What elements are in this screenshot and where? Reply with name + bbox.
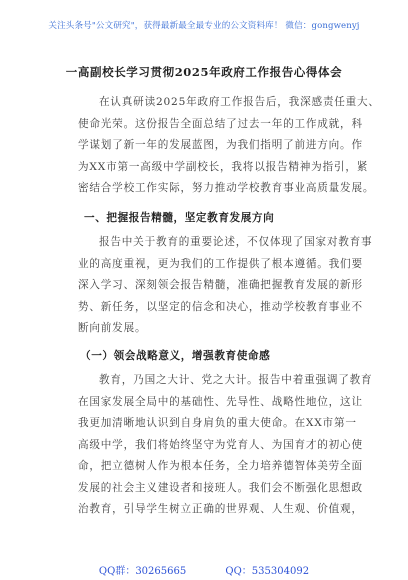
intro-line: 学谋划了新一年的发展蓝图，为我们指明了前进方向。作 <box>78 139 363 151</box>
subsection1-line: 教育，乃国之大计、党之大计。报告中着重强调了教育 <box>99 374 373 386</box>
intro-paragraph <box>78 92 380 200</box>
subsection1-line: 治教育，引导学生树立正确的世界观、人生观、价值观， <box>78 503 363 515</box>
section1-line: 业的高度重视，更为我们的工作提供了根本遵循。我们要 <box>78 257 363 270</box>
intro-line: 使命光荣。这份报告全面总结了过去一年的工作成就，科 <box>78 117 363 130</box>
section1-line: 势、新任务，以坚定的信念和决心，推动学校教育事业不 <box>78 300 363 313</box>
section1-line: 报告中关于教育的重要论述，不仅体现了国家对教育事 <box>99 236 373 248</box>
header-banner: 关注头条号"公文研究"，获得最新最全最专业的公文资料库！ 微信：gongwenyj <box>48 21 360 31</box>
subsection-heading-1: （一）领会战略意义，增强教育使命感 <box>80 350 271 362</box>
footer-qq-number: QQ：535304092 <box>225 566 310 577</box>
subsection1-line: 在国家发展全局中的基础性、先导性、战略性地位，这让 <box>78 395 363 408</box>
subsection1-line: 发展的社会主义建设者和接班人。我们会不断强化思想政 <box>78 481 363 494</box>
document-title: 一高副校长学习贯彻2025年政府工作报告心得体会 <box>65 65 343 79</box>
section1-line: 断向前发展。 <box>78 322 147 334</box>
section1-line: 深入学习、深刻领会报告精髓，准确把握教育发展的新形 <box>78 279 363 291</box>
subsection1-line: 命，把立德树人作为根本任务，全力培养德智体美劳全面 <box>78 460 363 472</box>
footer-qq-group: QQ群：30265665 <box>98 566 187 577</box>
intro-line: 为XX市第一高级中学副校长，我将以报告精神为指引，紧 <box>78 160 369 173</box>
intro-line: 密结合学校工作实际，努力推动学校教育事业高质量发展。 <box>78 182 375 194</box>
footer-contact <box>0 562 408 577</box>
intro-line: 在认真研读2025年政府工作报告后，我深感责任重大、 <box>99 96 380 108</box>
section1-paragraph <box>78 232 373 340</box>
section-heading-1: 一、把握报告精髓，坚定教育发展方向 <box>84 212 275 224</box>
subsection1-line: 我更加清晰地认识到自身肩负的重大使命。在XX市第一 <box>78 417 357 429</box>
subsection1-paragraph <box>78 370 373 521</box>
subsection1-line: 高级中学，我们将始终坚守为党育人、为国育才的初心使 <box>78 438 363 451</box>
